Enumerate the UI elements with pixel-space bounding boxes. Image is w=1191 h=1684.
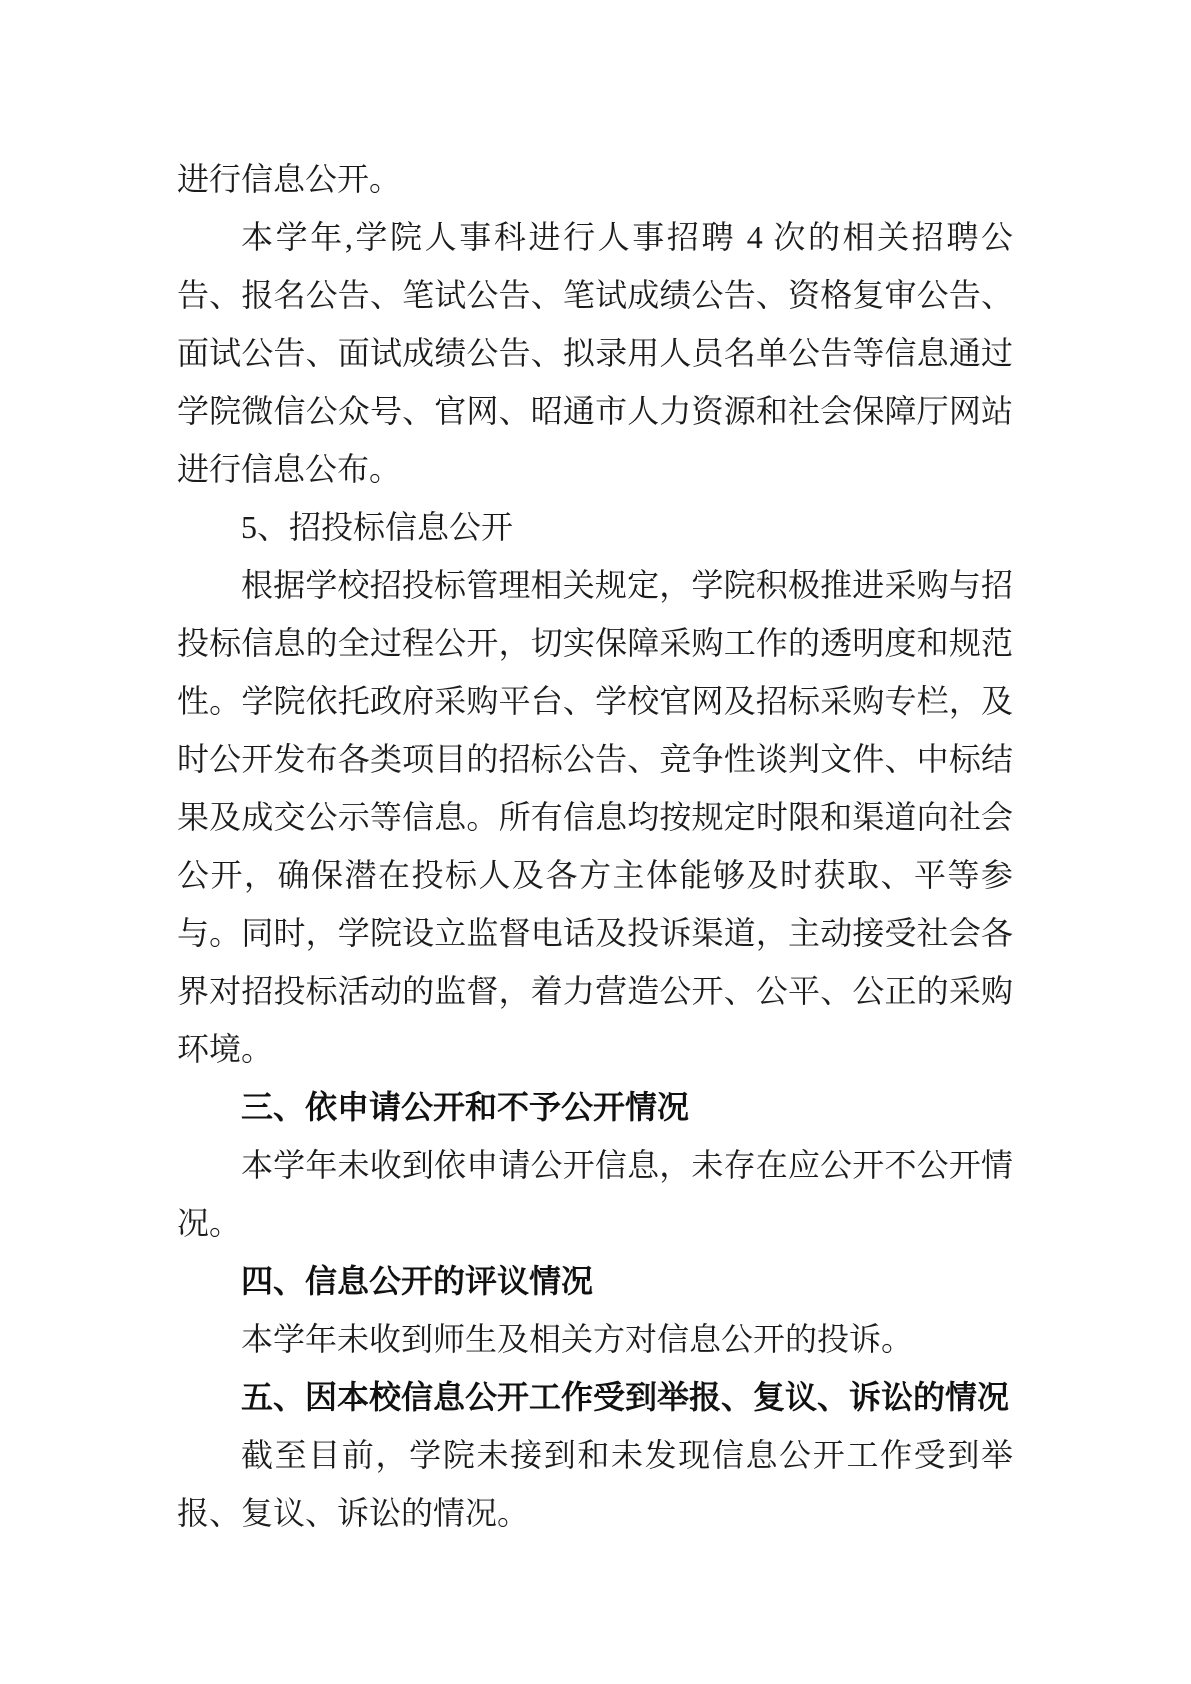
numbered-subheading: 5、招投标信息公开 xyxy=(241,509,514,545)
paragraph: 本学年,学院人事科进行人事招聘 4 次的相关招聘公告、报名公告、笔试公告、笔试成绩公告、资格复审公告、面试公告、面试成绩公告、拟录用人员名单公告等信息通过学院微信公众号、官网、昭通市人力资源和社会保障厅网站进行信息公布。 xyxy=(177,219,1013,487)
paragraph: 本学年未收到师生及相关方对信息公开的投诉。 xyxy=(241,1321,914,1357)
section-heading: 五、因本校信息公开工作受到举报、复议、诉讼的情况 xyxy=(241,1379,1010,1415)
section-heading: 三、依申请公开和不予公开情况 xyxy=(241,1089,690,1125)
paragraph: 根据学校招投标管理相关规定，学院积极推进采购与招投标信息的全过程公开，切实保障采购工作的透明度和规范性。学院依托政府采购平台、学校官网及招标采购专栏，及时公开发布各类项目的招标公告、竞争性谈判文件、中标结果及成交公示等信息。所有信息均按规定时限和渠道向社会公开，确保潜在投标人及各方主体能够及时获取、平等参与。同时，学院设立监督电话及投诉渠道，主动接受社会各界对招投标活动的监督，着力营造公开、公平、公正的采购环境。 xyxy=(177,567,1013,1067)
document-body xyxy=(177,150,1013,1542)
section-heading: 四、信息公开的评议情况 xyxy=(241,1263,594,1299)
paragraph: 进行信息公开。 xyxy=(177,161,402,197)
paragraph: 截至目前，学院未接到和未发现信息公开工作受到举报、复议、诉讼的情况。 xyxy=(177,1437,1013,1531)
paragraph: 本学年未收到依申请公开信息，未存在应公开不公开情况。 xyxy=(177,1147,1013,1241)
